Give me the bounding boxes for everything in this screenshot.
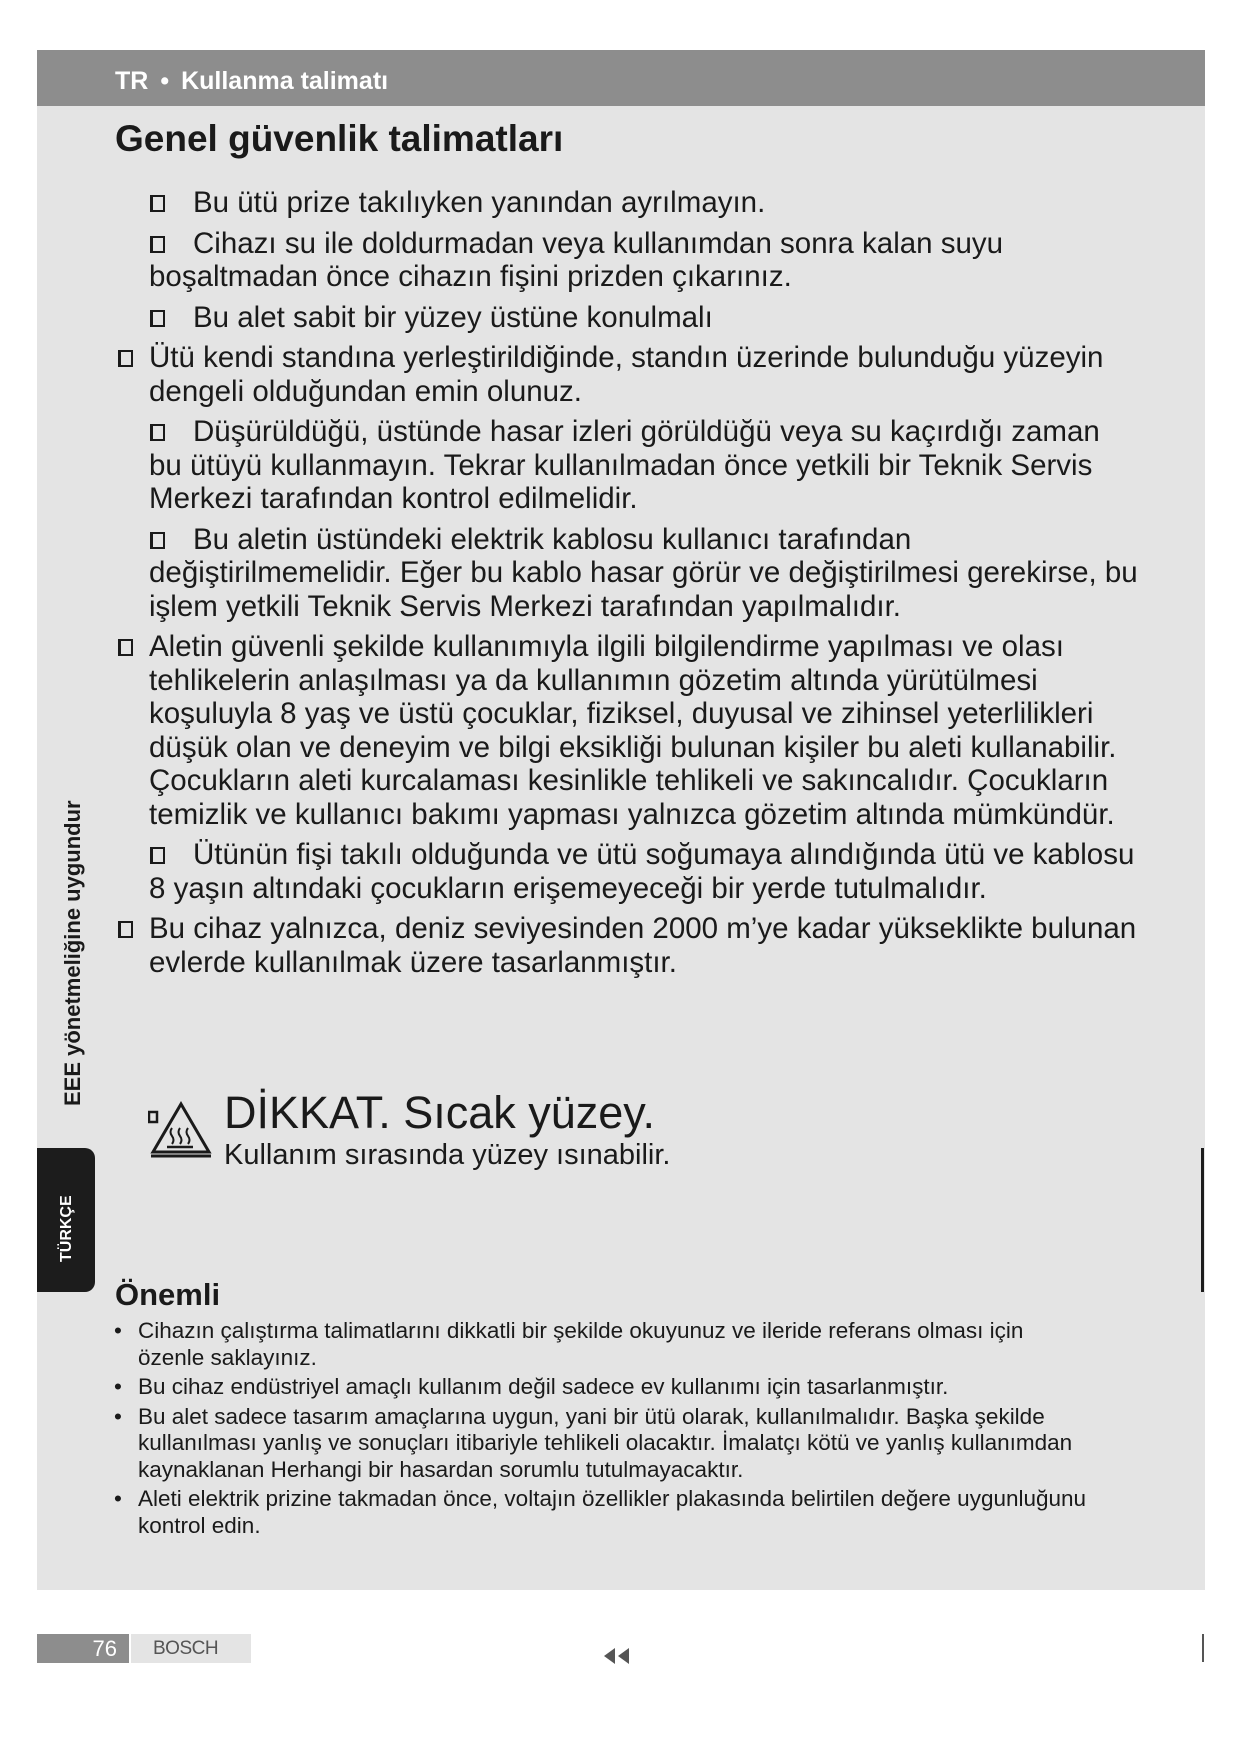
list-item: Bu cihaz yalnızca, deniz seviyesinden 2000 m’ye kadar yükseklikte bulunan evlerde kullanılmak üzere tasarlanmıştır. [118, 912, 1138, 979]
checkbox-bullet-icon [150, 847, 165, 864]
list-item: Aletin güvenli şekilde kullanımıyla ilgili bilgilendirme yapılması ve olası tehlikelerin anlaşılması ya da kullanımın gözetim altında yürütülmesi koşuluyla 8 yaş ve üstü çocuklar, fiziksel, duyusal ve zihinsel yeterlilikleri düşük olan ve deneyim ve bilgi eksikliği bulunan kişiler bu aleti kullanabilir. Çocukların aleti kurcalaması kesinlikle tehlikeli ve sakıncalıdır. Çocukların temizlik ve kullanıcı bakımı yapması yalnızca gözetim altında mümkündür. [118, 630, 1138, 831]
warning-title: DİKKAT. Sıcak yüzey. [224, 1087, 655, 1138]
list-item: • Cihazın çalıştırma talimatlarını dikkatli bir şekilde okuyunuz ve ileride referans olması için özenle saklayınız. [114, 1318, 1094, 1371]
checkbox-bullet-icon [150, 195, 165, 212]
brand-name: BOSCH [153, 1638, 219, 1659]
checkbox-bullet-icon [150, 310, 165, 327]
list-item: Ütü kendi standına yerleştirildiğinde, standın üzerinde bulunduğu yüzeyin dengeli olduğundan emin olunuz. [118, 341, 1138, 408]
checkbox-bullet-icon [118, 921, 133, 938]
language-tab-label: TÜRKÇE [58, 1195, 75, 1262]
list-item: • Bu cihaz endüstriyel amaçlı kullanım değil sadece ev kullanımı için tasarlanmıştır. [114, 1374, 1094, 1401]
header-bar [37, 50, 1205, 106]
important-heading: Önemli [115, 1277, 221, 1312]
list-item: Bu ütü prize takılıyken yanından ayrılmayın. [118, 186, 1138, 220]
checkbox-bullet-icon [118, 350, 133, 367]
language-tab [37, 1148, 95, 1292]
eee-compliance-label: EEE yönetmeliğine uygundur [60, 800, 85, 1106]
checkbox-bullet-icon [150, 236, 165, 253]
list-item: • Aleti elektrik prizine takmadan önce, voltajın özellikler plakasında belirtilen değere uygunluğunu kontrol edin. [114, 1486, 1094, 1539]
header-lang: TR [115, 67, 149, 95]
list-item: • Bu alet sadece tasarım amaçlarına uygun, yani bir ütü olarak, kullanılmalıdır. Başka şekilde kullanılması yanlış ve sonuçları itibariyle tehlikeli olacaktır. İmalatçı kötü ve yanlış kullanımdan kaynaklanan Herhangi bir hasardan sorumlu tutulmayacaktır. [114, 1404, 1094, 1484]
previous-page-icon[interactable] [601, 1647, 635, 1665]
brand-tab [131, 1634, 251, 1663]
hot-surface-warning-icon [148, 1100, 212, 1158]
checkbox-bullet-icon [150, 532, 165, 549]
header-title: Kullanma talimatı [181, 67, 389, 95]
header-text [115, 67, 388, 96]
list-item: Düşürüldüğü, üstünde hasar izleri görüldüğü veya su kaçırdığı zaman bu ütüyü kullanmayın. Tekrar kullanılmadan önce yetkili bir Teknik Servis Merkezi tarafından kontrol edilmelidir. [149, 415, 1100, 515]
list-item: Cihazı su ile doldurmadan veya kullanımdan sonra kalan suyu boşaltmadan önce cihazın fişini prizden çıkarınız. [149, 226, 1004, 293]
page-number-tab [37, 1634, 129, 1663]
footer-divider [1202, 1634, 1204, 1662]
checkbox-bullet-icon [118, 639, 133, 656]
checkbox-bullet-icon [150, 424, 165, 441]
header-separator: • [160, 67, 170, 95]
page-number: 76 [92, 1636, 117, 1661]
page-title: Genel güvenlik talimatları [115, 118, 564, 159]
list-item: Ütünün fişi takılı olduğunda ve ütü soğumaya alındığında ütü ve kablosu 8 yaşın altındaki çocukların erişemeyeceği bir yerde tutulmalıdır. [149, 838, 1135, 905]
warning-text: Kullanım sırasında yüzey ısınabilir. [224, 1139, 671, 1171]
margin-marker [1201, 1148, 1204, 1292]
list-item: Bu aletin üstündeki elektrik kablosu kullanıcı tarafından değiştirilmemelidir. Eğer bu kablo hasar görür ve değiştirilmesi gerekirse, bu işlem yetkili Teknik Servis Merkezi tarafından yapılmalıdır. [149, 522, 1138, 623]
list-item: Bu alet sabit bir yüzey üstüne konulmalı [118, 301, 1138, 335]
safety-list [118, 186, 1138, 986]
important-list [114, 1318, 1094, 1542]
